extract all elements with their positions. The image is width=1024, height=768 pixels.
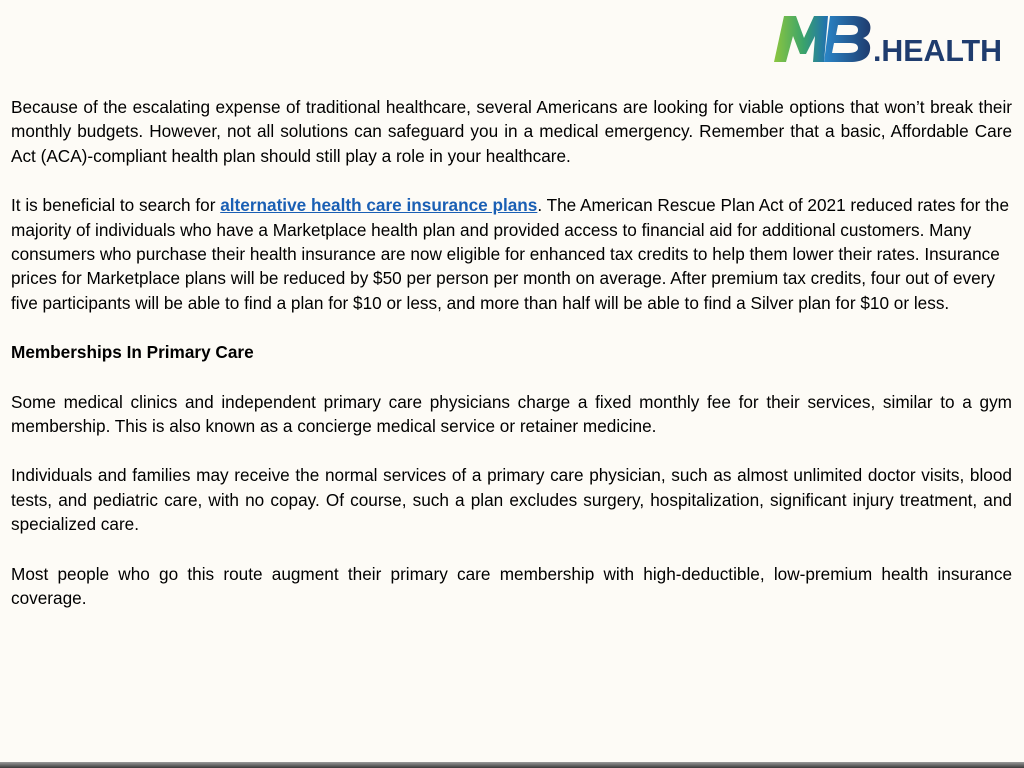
alternative-plans-link[interactable]: alternative health care insurance plans bbox=[220, 195, 538, 216]
paragraph-intro: Because of the escalating expense of traditional healthcare, several Americans are looking for viable options that won’t break their monthly budgets. However, not all solutions can safeguard you in a medical emergency. Remember that a basic, Affordable Care Act (ACA)-compliant health plan should still play a role in your healthcare. bbox=[11, 97, 1012, 166]
paragraph-alternatives-lead: It is beneficial to search for bbox=[11, 195, 221, 216]
mb-health-logo bbox=[772, 14, 1004, 64]
logo-m-shape bbox=[774, 16, 828, 62]
section-heading: Memberships In Primary Care bbox=[11, 342, 254, 363]
paragraph-services: Individuals and families may receive the normal services of a primary care physician, such as almost unlimited doctor visits, blood tests, and pediatric care, with no copay. Of course, such a plan excludes surgery, hospitalization, significant injury treatment, and specialized care. bbox=[11, 465, 1012, 535]
logo-wordmark: .HEALTH bbox=[873, 33, 1002, 64]
logo-graphic bbox=[772, 14, 1004, 64]
paragraph-membership-fee: Some medical clinics and independent primary care physicians charge a fixed monthly fee for their services, similar to a gym membership. This is also known as a concierge medical service or retainer medicine. bbox=[11, 391, 1012, 437]
paragraph-coverage: Most people who go this route augment their primary care membership with high-deductible, low-premium health insurance coverage. bbox=[11, 563, 1012, 609]
paragraph-alternatives-body: . The American Rescue Plan Act of 2021 reduced rates for the majority of individuals who have a Marketplace health plan and provided access to financial aid for additional customers. Many consumers who purchase their health insurance are now eligible for enhanced tax credits to help them lower their rates. Insurance prices for Marketplace plans will be reduced by $50 per person per month on average. After premium tax credits, four out of every five participants will be able to find a plan for $10 or less, and more than half will be able to find a Silver plan for $10 or less. bbox=[11, 195, 1010, 313]
logo-b-shape bbox=[824, 16, 870, 62]
paragraph-alternatives bbox=[11, 193, 1012, 315]
bottom-border bbox=[0, 762, 1024, 768]
article-body bbox=[11, 95, 1012, 636]
